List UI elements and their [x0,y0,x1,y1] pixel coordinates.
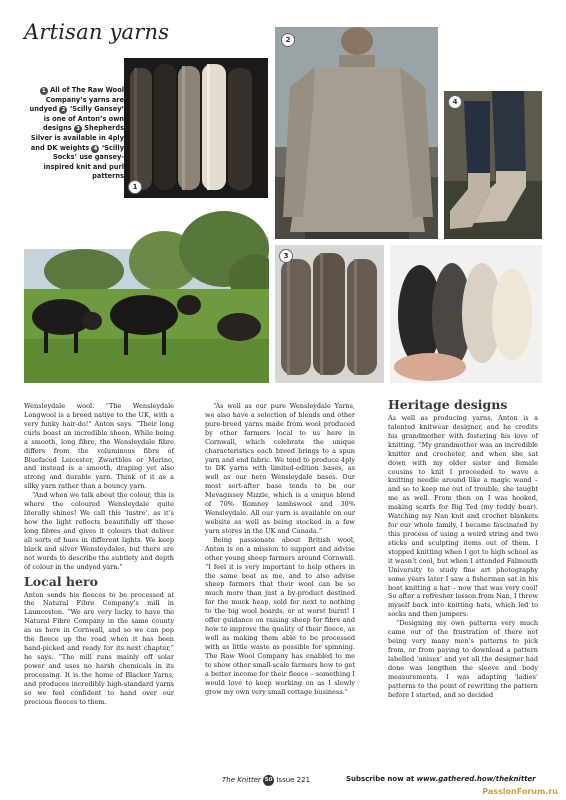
article-column-3 [388,398,538,700]
article-column-1 [24,402,174,707]
footer-subscribe-link[interactable]: www.gathered.how/theknitter [416,775,536,783]
footer-page-info [222,775,310,786]
photo-badge-2: 2 [281,33,295,47]
subheading-heritage-designs: Heritage designs [388,397,508,412]
watermark: PassionForum.ru [482,787,558,796]
article-paragraph: “As well as our pure Wensleydale Yarns, we also have a selection of blends and other pure-breed yarns made from wool produced by other farmers local to us here in Cornwall, which celebrate the unique characteristics each breed brings to a spun yarn and end fabric. We tend to produce 4ply to DK yarns with limited-edition bases, as well as our hero Wensleydale bases. Our most sort-after base tends to be our Mevagissey Mizzle, which is a unique blend of 70% Romney lambswool and 30% Wensleydale. All our yarn is available on our website as well as being stocked in a few yarn stores in the UK and Canada.” [205,402,355,535]
photo-badge-1: 1 [128,180,142,194]
page-title: Artisan yarns [24,20,170,44]
caption-text-3: Shepherds Silver is available in 4ply and DK weights [30,124,124,152]
caption-number-1: 1 [40,87,48,95]
footer-subscribe-prefix: Subscribe now at [346,775,415,783]
photo-scilly-gansey [275,27,438,239]
photo-scilly-socks [444,91,542,239]
article-paragraph: As well as producing yarns, Anton is a talented knitwear designer, and he credits his grandmother with fostering his love of knitting. “My grandmother was an incredible knitter and crocheter, and when she sat down with my older sister and female cousins to knit I proceeded to wave a knitting needle around like a magic wand – and so to keep me out of trouble, she taught me as well. From then on I was hooked, making scarfs for Big Ted (my teddy bear). Watching my Nan knit and crochet blankets for our whole family, I became fascinated by this process of using a weird string and two sticks and sculpting items out of them. I stopped knitting when I got to high school as it wasn’t cool, but when I attended Falmouth University to study fine art photography some years later I saw a fisherman sat in his boat knitting a hat – now that was very cool! So after a refresher lesson from Nan, I threw myself back into knitting hats, which led to socks and then jumpers. [388,414,538,619]
footer-magazine: The Knitter [222,776,261,784]
photo-badge-3: 3 [279,249,293,263]
footer-issue: Issue 221 [276,776,311,784]
footer-subscribe [346,775,536,783]
page-number: 50 [263,775,274,786]
caption-number-3: 3 [74,125,82,133]
top-caption [24,86,124,182]
article-paragraph: Anton sends his fleeces to be processed at the Natural Fibre Company’s mill in Launceston. “We are very lucky to have the Natural Fibre Company in the same county as us here in Cornwall, and so we can pop the fleece up the road when it has been hand-picked and ready for its next chapter,” he says. “The mill runs mainly off solar power and uses no harsh chemicals in its processing. It is the home of Blacker Yarns, and produces incredibly high-standard yarns so we feel confident to hand over our precious fleeces to them. [24,590,174,706]
caption-number-2: 2 [59,106,67,114]
caption-text-2: ‘Scilly Gansey’ is one of Anton’s own designs [42,105,124,133]
subheading-local-hero: Local hero [24,573,98,589]
article-paragraph: Being passionate about British wool, Anton is on a mission to support and advise other young sheep farmers around Cornwall. “I feel it is very important to help others in the same boat as me, and to also advise sheep farmers that their wool can be so much more than just a by-product destined for the muck heap, sold for next to nothing to the big wool boards, or at worst burnt! I offer guidance on raising sheep for fibre and how to improve the quality of their fleece, as well as making them able to be processed with as little waste as possible for spinning. The Raw Wool Company has enabled to me to show other small-scale farmers how to get a better income for their fleece – something I would love to keep working on as I slowly grow my own very small cottage business.” [205,535,355,696]
caption-text-4: ‘Scilly Socks’ use gansey-inspired knit and purl patterns [43,143,124,181]
caption-text-1: All of The Raw Wool Company’s yarns are undyed [29,86,124,114]
photo-badge-4: 4 [448,95,462,109]
photo-undyed-skeins [124,58,268,198]
photo-shepherds-silver [275,245,384,383]
caption-number-4: 4 [91,145,99,153]
article-paragraph: Wensleydale wool. “The Wensleydale Longwool is a breed native to the UK, with a very funky hair-do!” Anton says. “Their long curls boast an incredible sheen. While being a smooth, long fibre, the Wensleydale fibre differs from the voluminous fibre of Bluefaced Leicester, Zwartbles or Merino, and instead is a smooth, draping yet also strong and durable yarn. Think of it as a silky yarn rather than a bouncy yarn. [24,402,174,491]
article-column-2 [205,402,355,696]
article-paragraph: “And when we talk about the colour, this is where the coloured Wensleydale quite literally shines! We call this ‘lustre’, as it’s how the light reflects beautifully off those long fibres and gives it colours that deliver all sorts of hues in different lights. We keep black and silver Wensleydales, but there are not words to describe the subtlety and depth of colour in the undyed yarn.” [24,491,174,571]
article-paragraph: “Designing my own patterns very much came out of the frustration of there not being very many men’s patterns to pick from, or from paying to download a pattern labelled ‘unisex’ and yet all the designer had done was lengthen the sleeve and body measurements. I was adapting ‘ladies’ patterns to the point of rewriting the pattern before I started, and so decided [388,619,538,699]
photo-wensleydale-sheep [24,209,269,383]
photo-fleece-locks [390,245,542,383]
